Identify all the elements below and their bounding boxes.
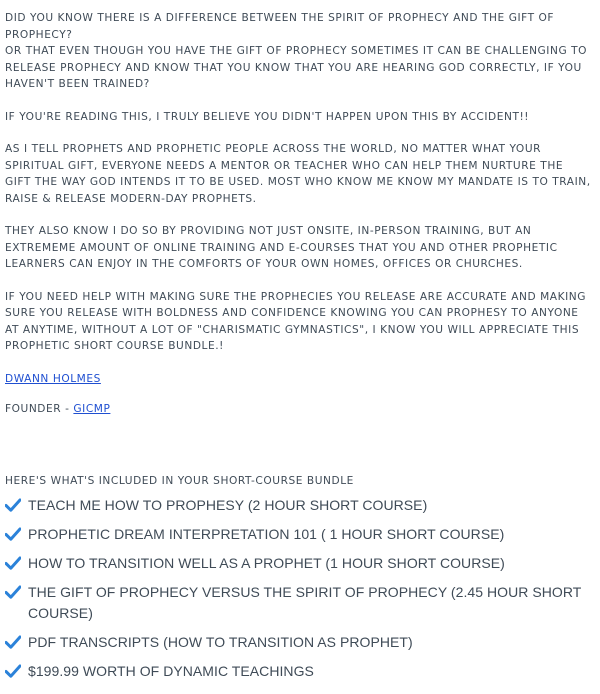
mentor-line: SPIRITUAL GIFT, EVERYONE NEEDS A MENTOR OR TEACHER WHO CAN HELP THEM NURTURE THE	[5, 159, 564, 172]
checkmark-icon	[5, 556, 21, 570]
intro-paragraph	[5, 10, 593, 93]
help-line: AT ANYTIME, WITHOUT A LOT OF "CHARISMATIC GYMNASTICS", I KNOW YOU WILL APPRECIATE THIS	[5, 323, 580, 336]
intro-line: DID YOU KNOW THERE IS A DIFFERENCE BETWEEN THE SPIRIT OF PROPHECY AND THE GIFT OF	[5, 12, 555, 24]
list-item	[5, 553, 593, 574]
list-item-text: THE GIFT OF PROPHECY VERSUS THE SPIRIT OF PROPHECY (2.45 HOUR SHORT COURSE)	[28, 584, 582, 621]
page-content	[5, 10, 593, 690]
training-line: LEARNERS CAN ENJOY IN THE COMFORTS OF YOUR OWN HOMES, OFFICES OR CHURCHES.	[5, 258, 523, 270]
list-item	[5, 524, 593, 545]
training-line: EXTREMEME AMOUNT OF ONLINE TRAINING AND E-COURSES THAT YOU AND OTHER PROPHETIC	[5, 241, 558, 254]
training-line: THEY ALSO KNOW I DO SO BY PROVIDING NOT JUST ONSITE, IN-PERSON TRAINING, BUT AN	[5, 225, 532, 237]
checkmark-icon	[5, 585, 21, 599]
help-line: IF YOU NEED HELP WITH MAKING SURE THE PROPHECIES YOU RELEASE ARE ACCURATE AND MAKING	[5, 290, 586, 303]
founder-row	[5, 401, 593, 418]
org-link[interactable]: GICMP	[73, 403, 111, 415]
intro-line: HAVEN'T BEEN TRAINED?	[5, 78, 150, 90]
checkmark-icon	[5, 664, 21, 678]
founder-label: FOUNDER -	[5, 403, 74, 415]
mentor-line: AS I TELL PROPHETS AND PROPHETIC PEOPLE ACROSS THE WORLD, NO MATTER WHAT YOUR	[5, 143, 542, 155]
training-paragraph	[5, 223, 593, 273]
checkmark-icon	[5, 635, 21, 649]
checkmark-icon	[5, 498, 21, 512]
list-item-text: PDF TRANSCRIPTS (HOW TO TRANSITION AS PROPHET)	[28, 633, 413, 650]
accident-paragraph	[5, 109, 593, 126]
mentor-paragraph	[5, 141, 593, 207]
bundle-heading: HERE'S WHAT'S INCLUDED IN YOUR SHORT-COURSE BUNDLE	[5, 474, 354, 487]
intro-line: PROPHECY?	[5, 28, 73, 41]
list-item	[5, 632, 593, 653]
list-item	[5, 582, 593, 623]
help-line: PROPHETIC SHORT COURSE BUNDLE.!	[5, 340, 224, 352]
help-line: SURE YOU RELEASE WITH BOLDNESS AND CONFIDENCE KNOWING YOU CAN PROPHESY TO ANYONE	[5, 307, 579, 319]
list-item-text: TEACH ME HOW TO PROPHESY (2 HOUR SHORT COURSE)	[28, 497, 428, 513]
list-item	[5, 661, 593, 682]
list-item-text: PROPHETIC DREAM INTERPRETATION 101 ( 1 HOUR SHORT COURSE)	[28, 526, 505, 542]
checkmark-icon	[5, 527, 21, 541]
help-paragraph	[5, 289, 593, 355]
author-name-link[interactable]: DWANN HOLMES	[5, 372, 101, 385]
list-item-text: HOW TO TRANSITION WELL AS A PROPHET (1 HOUR SHORT COURSE)	[28, 555, 505, 571]
intro-line: OR THAT EVEN THOUGH YOU HAVE THE GIFT OF PROPHECY SOMETIMES IT CAN BE CHALLENGING TO	[5, 45, 588, 57]
mentor-line: RAISE & RELEASE MODERN-DAY PROPHETS.	[5, 192, 257, 205]
mentor-line: GIFT THE WAY GOD INTENDS IT TO BE USED. MOST WHO KNOW ME KNOW MY MANDATE IS TO TRAIN,	[5, 176, 591, 188]
signature-name-row	[5, 371, 593, 388]
accident-line: IF YOU'RE READING THIS, I TRULY BELIEVE YOU DIDN'T HAPPEN UPON THIS BY ACCIDENT!!	[5, 110, 530, 123]
intro-line: RELEASE PROPHECY AND KNOW THAT YOU KNOW THAT YOU ARE HEARING GOD CORRECTLY, IF YOU	[5, 61, 582, 74]
list-item	[5, 495, 593, 516]
list-item-text: $199.99 WORTH OF DYNAMIC TEACHINGS	[28, 662, 314, 679]
bundle-checklist	[5, 495, 593, 681]
